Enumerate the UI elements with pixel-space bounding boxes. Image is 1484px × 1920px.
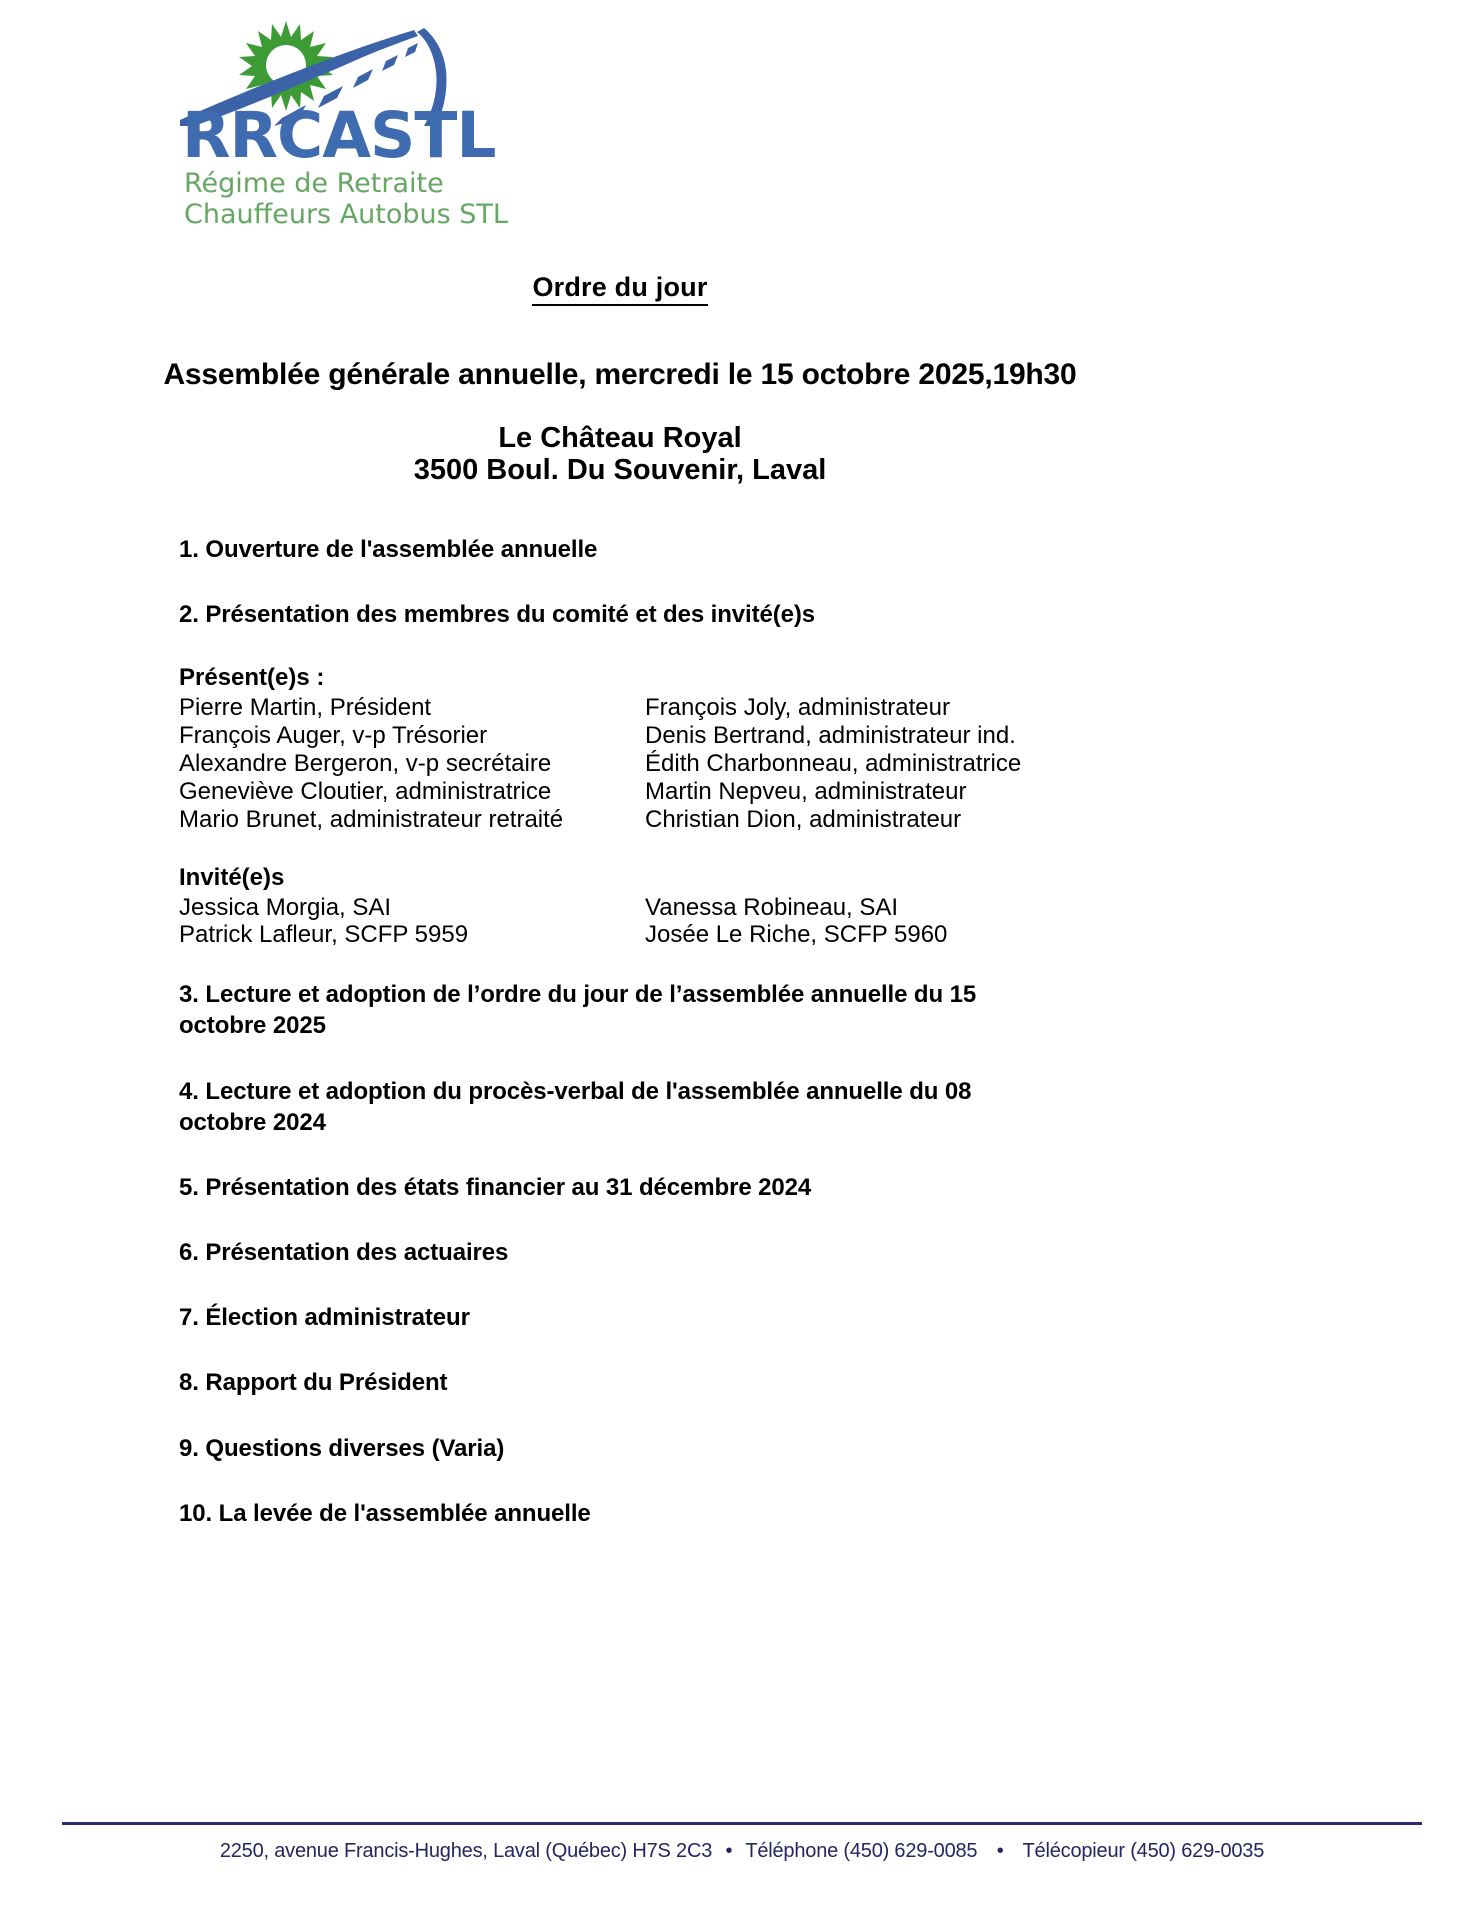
guest-name-right: Vanessa Robineau, SAI xyxy=(645,893,899,921)
present-name-left: Alexandre Bergeron, v-p secrétaire xyxy=(179,750,552,778)
page-title xyxy=(0,272,1240,303)
guests-heading: Invité(e)s xyxy=(179,863,285,891)
present-grid xyxy=(179,694,1022,833)
footer-address: 2250, avenue Francis-Hughes, Laval (Québec) H7S 2C3 xyxy=(219,1840,713,1862)
guest-name-right: Josée Le Riche, SCFP 5960 xyxy=(645,921,948,949)
meeting-subtitle: Assemblée générale annuelle, mercredi le 15 octobre 2025,19h30 xyxy=(163,358,1077,391)
guests-block xyxy=(179,864,997,950)
table-row xyxy=(179,750,1022,778)
present-name-right: Christian Dion, administrateur xyxy=(645,805,962,833)
guest-name-left: Patrick Lafleur, SCFP 5959 xyxy=(179,921,469,949)
present-name-right: Martin Nepveu, administrateur xyxy=(645,777,967,805)
venue-name: Le Château Royal xyxy=(498,422,742,454)
table-row xyxy=(179,921,997,949)
present-name-right: François Joly, administrateur xyxy=(645,694,950,722)
table-row xyxy=(179,694,997,722)
agenda-item-7: 7. Élection administrateur xyxy=(179,1304,470,1332)
table-row xyxy=(179,778,997,806)
guests-grid xyxy=(179,894,997,950)
agenda-list xyxy=(179,534,1022,1563)
agenda-item-1: 1. Ouverture de l'assemblée annuelle xyxy=(179,536,598,563)
present-name-left: François Auger, v-p Trésorier xyxy=(179,722,488,750)
footer-separator-icon: • xyxy=(725,1840,733,1862)
agenda-item-8: 8. Rapport du Président xyxy=(179,1369,448,1397)
present-name-left: Geneviève Cloutier, administratrice xyxy=(179,777,552,805)
logo-tagline-line2: Chauffeurs Autobus STL xyxy=(184,199,508,231)
footer-phone: Téléphone (450) 629-0085 xyxy=(745,1840,978,1862)
present-name-right: Denis Bertrand, administrateur ind. xyxy=(645,722,1016,750)
footer-contact-info xyxy=(0,1840,1484,1863)
agenda-item-10: 10. La levée de l'assemblée annuelle xyxy=(179,1499,591,1527)
page-title-text: Ordre du jour xyxy=(532,272,707,306)
agenda-item-5: 5. Présentation des états financier au 31 décembre 2024 xyxy=(179,1173,812,1201)
logo-wordmark: RRCASTL xyxy=(182,99,496,172)
agenda-item-9: 9. Questions diverses (Varia) xyxy=(179,1434,505,1462)
table-row xyxy=(179,722,1016,750)
present-heading: Présent(e)s : xyxy=(179,664,325,692)
agenda-item-3: 3. Lecture et adoption de l’ordre du jour de l’assemblée annuelle du 15 octobre 2025 xyxy=(179,981,977,1040)
footer-separator-icon: • xyxy=(996,1840,1004,1862)
logo-tagline-line1: Régime de Retraite xyxy=(184,168,444,199)
present-name-right: Édith Charbonneau, administratrice xyxy=(645,750,1022,778)
guest-name-left: Jessica Morgia, SAI xyxy=(179,893,392,921)
venue-address: 3500 Boul. Du Souvenir, Laval xyxy=(413,454,827,487)
footer-divider xyxy=(62,1822,1422,1825)
table-row xyxy=(179,806,997,834)
venue-block xyxy=(0,422,1240,487)
organization-logo xyxy=(178,8,598,231)
logo-tagline xyxy=(184,168,508,231)
table-row xyxy=(179,894,997,922)
present-name-left: Pierre Martin, Président xyxy=(179,694,432,722)
present-members-block xyxy=(179,664,1022,833)
agenda-item-2: 2. Présentation des membres du comité et des invité(e)s xyxy=(179,601,816,629)
agenda-item-6: 6. Présentation des actuaires xyxy=(179,1239,509,1267)
footer-fax: Télécopieur (450) 629-0035 xyxy=(1022,1840,1265,1862)
agenda-item-4: 4. Lecture et adoption du procès-verbal de l'assemblée annuelle du 08 octobre 2024 xyxy=(179,1077,972,1136)
present-name-left: Mario Brunet, administrateur retraité xyxy=(179,805,564,833)
